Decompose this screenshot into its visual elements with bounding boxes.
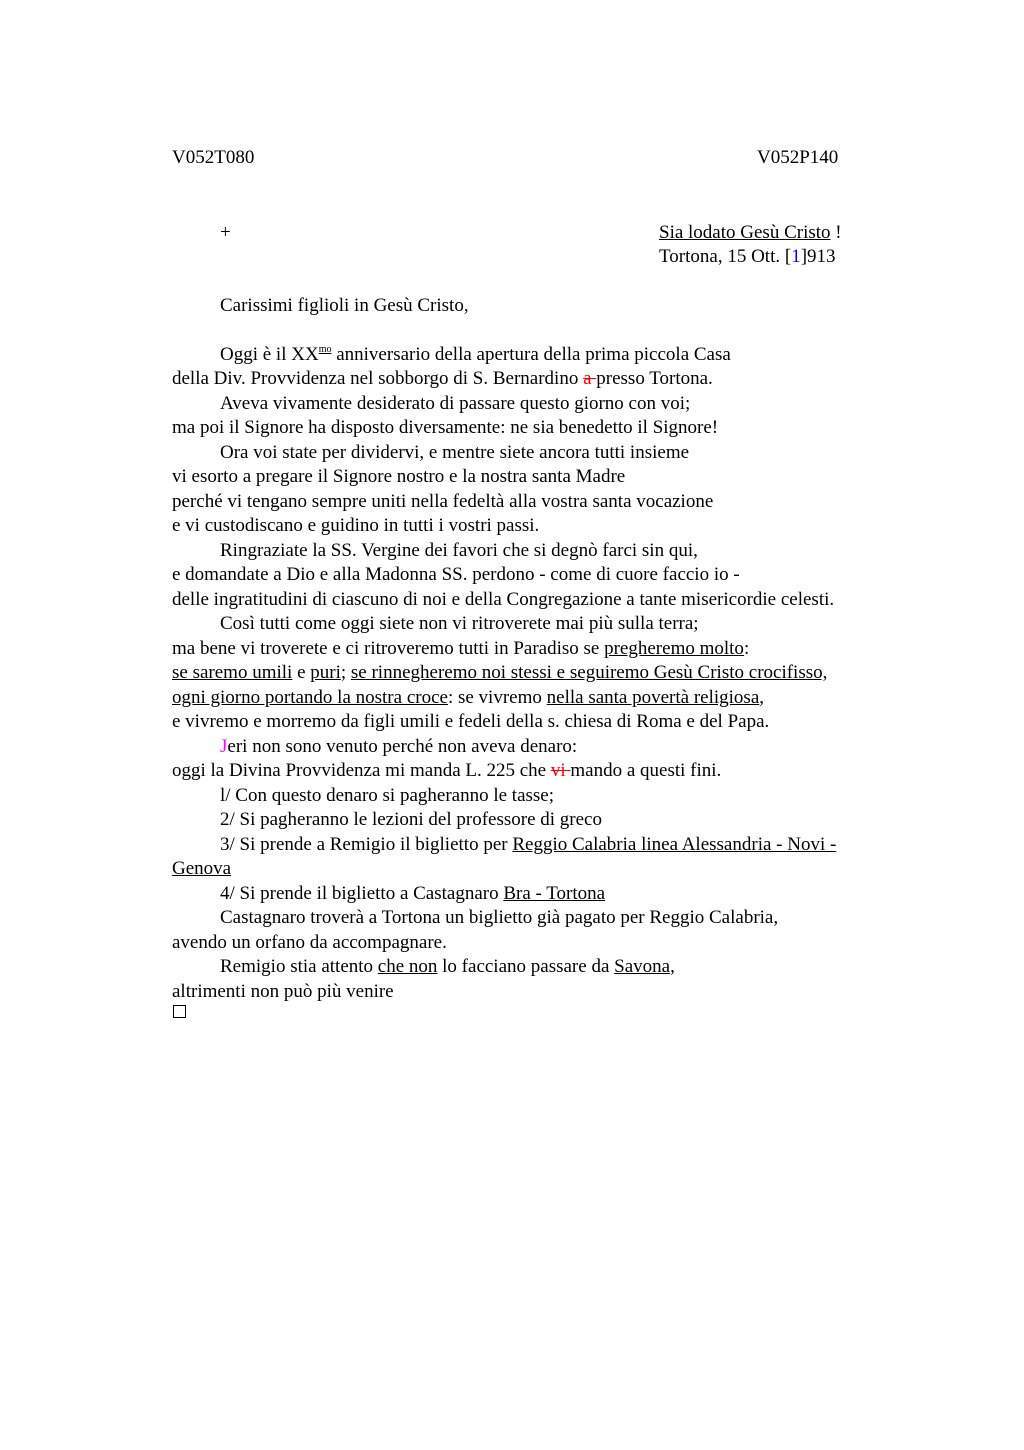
letter-line: Castagnaro troverà a Tortona un biglietto già pagato per Reggio Calabria, [220, 907, 779, 928]
letter-line: Ora voi state per dividervi, e mentre siete ancora tutti insieme [220, 442, 690, 463]
letter-line: se saremo umili e puri; se rinnegheremo noi stessi e seguiremo Gesù Cristo crocifisso, [172, 662, 828, 683]
praise-text: Sia lodato Gesù Cristo [659, 222, 831, 243]
praise-line [659, 221, 842, 245]
letter-line: e vivremo e morremo da figli umili e fedeli della s. chiesa di Roma e del Papa. [172, 711, 770, 732]
praise-excl: ! [830, 222, 842, 243]
greeting: Carissimi figlioli in Gesù Cristo, [220, 295, 469, 316]
list-item: l/ Con questo denaro si pagheranno le tasse; [220, 785, 555, 806]
struck-word: a [583, 368, 597, 389]
letter-line: ma poi il Signore ha disposto diversamente: ne sia benedetto il Signore! [172, 417, 719, 438]
list-item: 3/ Si prende a Remigio il biglietto per Reggio Calabria linea Alessandria - Novi - [220, 834, 837, 855]
letter-line: ma bene vi troverete e ci ritroveremo tutti in Paradiso se pregheremo molto: [172, 638, 750, 659]
date-part-c: ]913 [800, 246, 836, 267]
letter-line: e domandate a Dio e alla Madonna SS. perdono - come di cuore faccio io - [172, 564, 740, 585]
letter-line: ogni giorno portando la nostra croce: se vivremo nella santa povertà religiosa, [172, 687, 764, 708]
end-square-icon [173, 1005, 186, 1018]
letter-line: oggi la Divina Provvidenza mi manda L. 225 che vi mando a questi fini. [172, 760, 722, 781]
superscript-mo: mo [318, 344, 332, 355]
letter-line: Remigio stia attento che non lo facciano passare da Savona, [220, 956, 675, 977]
date-part-a: Tortona, 15 Ott. [ [659, 246, 792, 267]
highlighted-initial: J [220, 736, 228, 757]
letter-line: perché vi tengano sempre uniti nella fedeltà alla vostra santa vocazione [172, 491, 714, 512]
date-editorial-digit: 1 [791, 246, 801, 267]
letter-line: Così tutti come oggi siete non vi ritroverete mai più sulla terra; [220, 613, 699, 634]
cross-symbol: + [220, 222, 231, 243]
document-code-right: V052P140 [757, 147, 839, 168]
letter-line: della Div. Provvidenza nel sobborgo di S. Bernardino a presso Tortona. [172, 368, 713, 389]
letter-line: vi esorto a pregare il Signore nostro e la nostra santa Madre [172, 466, 626, 487]
list-item-continued: Genova [172, 858, 232, 879]
letter-line: Aveva vivamente desiderato di passare questo giorno con voi; [220, 393, 691, 414]
letter-line: delle ingratitudini di ciascuno di noi e della Congregazione a tante misericordie celesti. [172, 589, 835, 610]
letter-line: altrimenti non può più venire [172, 981, 394, 1002]
letter-line: avendo un orfano da accompagnare. [172, 932, 447, 953]
struck-word: vi [550, 760, 571, 781]
list-item: 2/ Si pagheranno le lezioni del professore di greco [220, 809, 602, 830]
document-code-left: V052T080 [172, 147, 255, 168]
letter-line: e vi custodiscano e guidino in tutti i vostri passi. [172, 515, 540, 536]
letter-line: Oggi è il $XX^{mo}$ anniversario della apertura della prima piccola Casa [220, 344, 731, 365]
letter-line: Ringraziate la SS. Vergine dei favori che si degnò farci sin qui, [220, 540, 698, 561]
date-line [659, 245, 836, 269]
list-item: 4/ Si prende il biglietto a Castagnaro Bra - Tortona [220, 883, 606, 904]
letter-line: Jeri non sono venuto perché non aveva denaro: [220, 736, 578, 757]
